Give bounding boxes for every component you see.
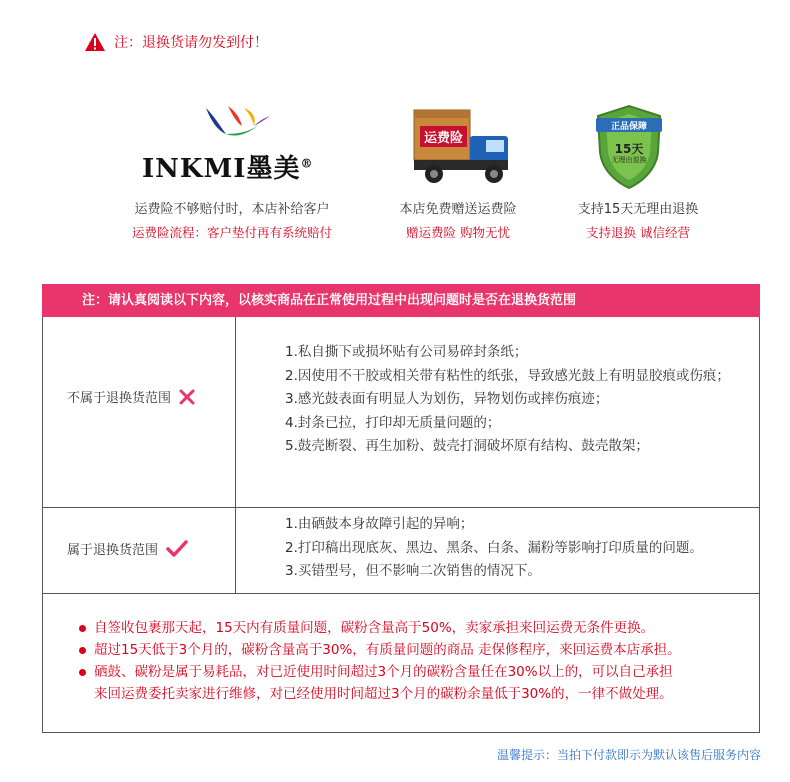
notice-banner bbox=[42, 284, 760, 317]
warning-row bbox=[84, 30, 268, 54]
card-1-line2: 运费险流程：客户垫付再有系统赔付 bbox=[131, 225, 332, 240]
cross-icon bbox=[179, 389, 195, 405]
covered-item: 3.买错型号，但不影响二次销售的情况下。 bbox=[285, 563, 541, 580]
not-covered-item: 3.感光鼓表面有明显人为划伤，异物划伤或摔伤痕迹； bbox=[285, 391, 609, 408]
covered-label: 属于退换货范围 bbox=[67, 543, 159, 558]
policy-note-continuation: 来回运费委托卖家进行维修，对已经使用时间超过3个月的碳粉余量低于30%的，一律不做处理。 bbox=[94, 686, 673, 702]
delivery-truck-icon bbox=[412, 106, 517, 188]
card-3-line1: 支持15天无理由退换 bbox=[577, 202, 699, 217]
card-2-line2: 赠运费险 购物无忧 bbox=[406, 225, 510, 240]
policy-note: 超过15天低于3个月的，碳粉含量高于30%，有质量问题的商品 走保修程序，来回运费本店承担。 bbox=[79, 639, 681, 661]
shield-sub: 无理由退换 bbox=[611, 156, 647, 164]
warning-icon bbox=[84, 32, 106, 52]
bullet-icon bbox=[79, 669, 86, 676]
card-1-line1: 运费险不够赔付时，本店补给客户 bbox=[134, 202, 330, 217]
inkmi-logo-text: INKMI墨美® bbox=[142, 154, 314, 184]
policy-note: 硒鼓、碳粉是属于易耗品，对已近使用时间超过3个月的碳粉含量任在30%以上的，可以自己承担 bbox=[79, 661, 681, 683]
table-row-divider-1 bbox=[43, 507, 759, 508]
shield-days: 15天 bbox=[614, 142, 644, 156]
bullet-icon bbox=[79, 625, 86, 632]
policy-notes bbox=[79, 617, 681, 705]
card-insurance-supplement bbox=[112, 198, 352, 241]
not-covered-label: 不属于退换货范围 bbox=[67, 391, 172, 406]
covered-label-row bbox=[67, 539, 188, 558]
bullet-icon bbox=[79, 647, 86, 654]
not-covered-item: 5.鼓壳断裂、再生加粉、鼓壳打洞破坏原有结构、鼓壳散架； bbox=[285, 438, 649, 455]
notice-banner-text: 注：请认真阅读以下内容，以核实商品在正常使用过程中出现问题时是否在退换货范围 bbox=[82, 293, 577, 308]
covered-item: 2.打印稿出现底灰、黑边、黑条、白条、漏粉等影响打印质量的问题。 bbox=[285, 539, 703, 556]
card-2-line1: 本店免费赠送运费险 bbox=[399, 202, 517, 217]
return-policy-table bbox=[42, 317, 760, 733]
check-icon bbox=[166, 540, 188, 558]
not-covered-list bbox=[285, 341, 730, 459]
table-row-divider-2 bbox=[43, 593, 759, 594]
not-covered-item: 2.因使用不干胶或相关带有粘性的纸张，导致感光鼓上有明显胶痕或伤痕； bbox=[285, 367, 730, 384]
footer-tip: 温馨提示：当拍下付款即示为默认该售后服务内容 bbox=[496, 748, 761, 762]
not-covered-label-row bbox=[67, 387, 195, 406]
covered-list bbox=[285, 513, 703, 584]
covered-item: 1.由硒鼓本身故障引起的异响； bbox=[285, 516, 474, 532]
not-covered-item: 1.私自撕下或损坏贴有公司易碎封条纸； bbox=[285, 344, 528, 360]
truck-graphic bbox=[412, 106, 517, 192]
table-divider-1 bbox=[235, 317, 236, 507]
warning-text: 注：退换货请勿发到付！ bbox=[114, 35, 268, 51]
truck-label: 运费险 bbox=[420, 126, 467, 147]
card-3-line2: 支持退换 诚信经营 bbox=[586, 225, 690, 240]
inkmi-logo-mark bbox=[198, 104, 278, 148]
policy-note: 自签收包裹那天起，15天内有质量问题，碳粉含量高于50%，卖家承担来回运费无条件更换。 bbox=[79, 617, 681, 639]
card-15-day-return bbox=[518, 198, 758, 241]
table-divider-2 bbox=[235, 507, 236, 593]
shield-top-label: 正品保障 bbox=[610, 122, 647, 132]
not-covered-item: 4.封条已拉，打印却无质量问题的； bbox=[285, 414, 501, 431]
shield-graphic bbox=[594, 104, 664, 190]
inkmi-logo-icon bbox=[198, 104, 278, 144]
